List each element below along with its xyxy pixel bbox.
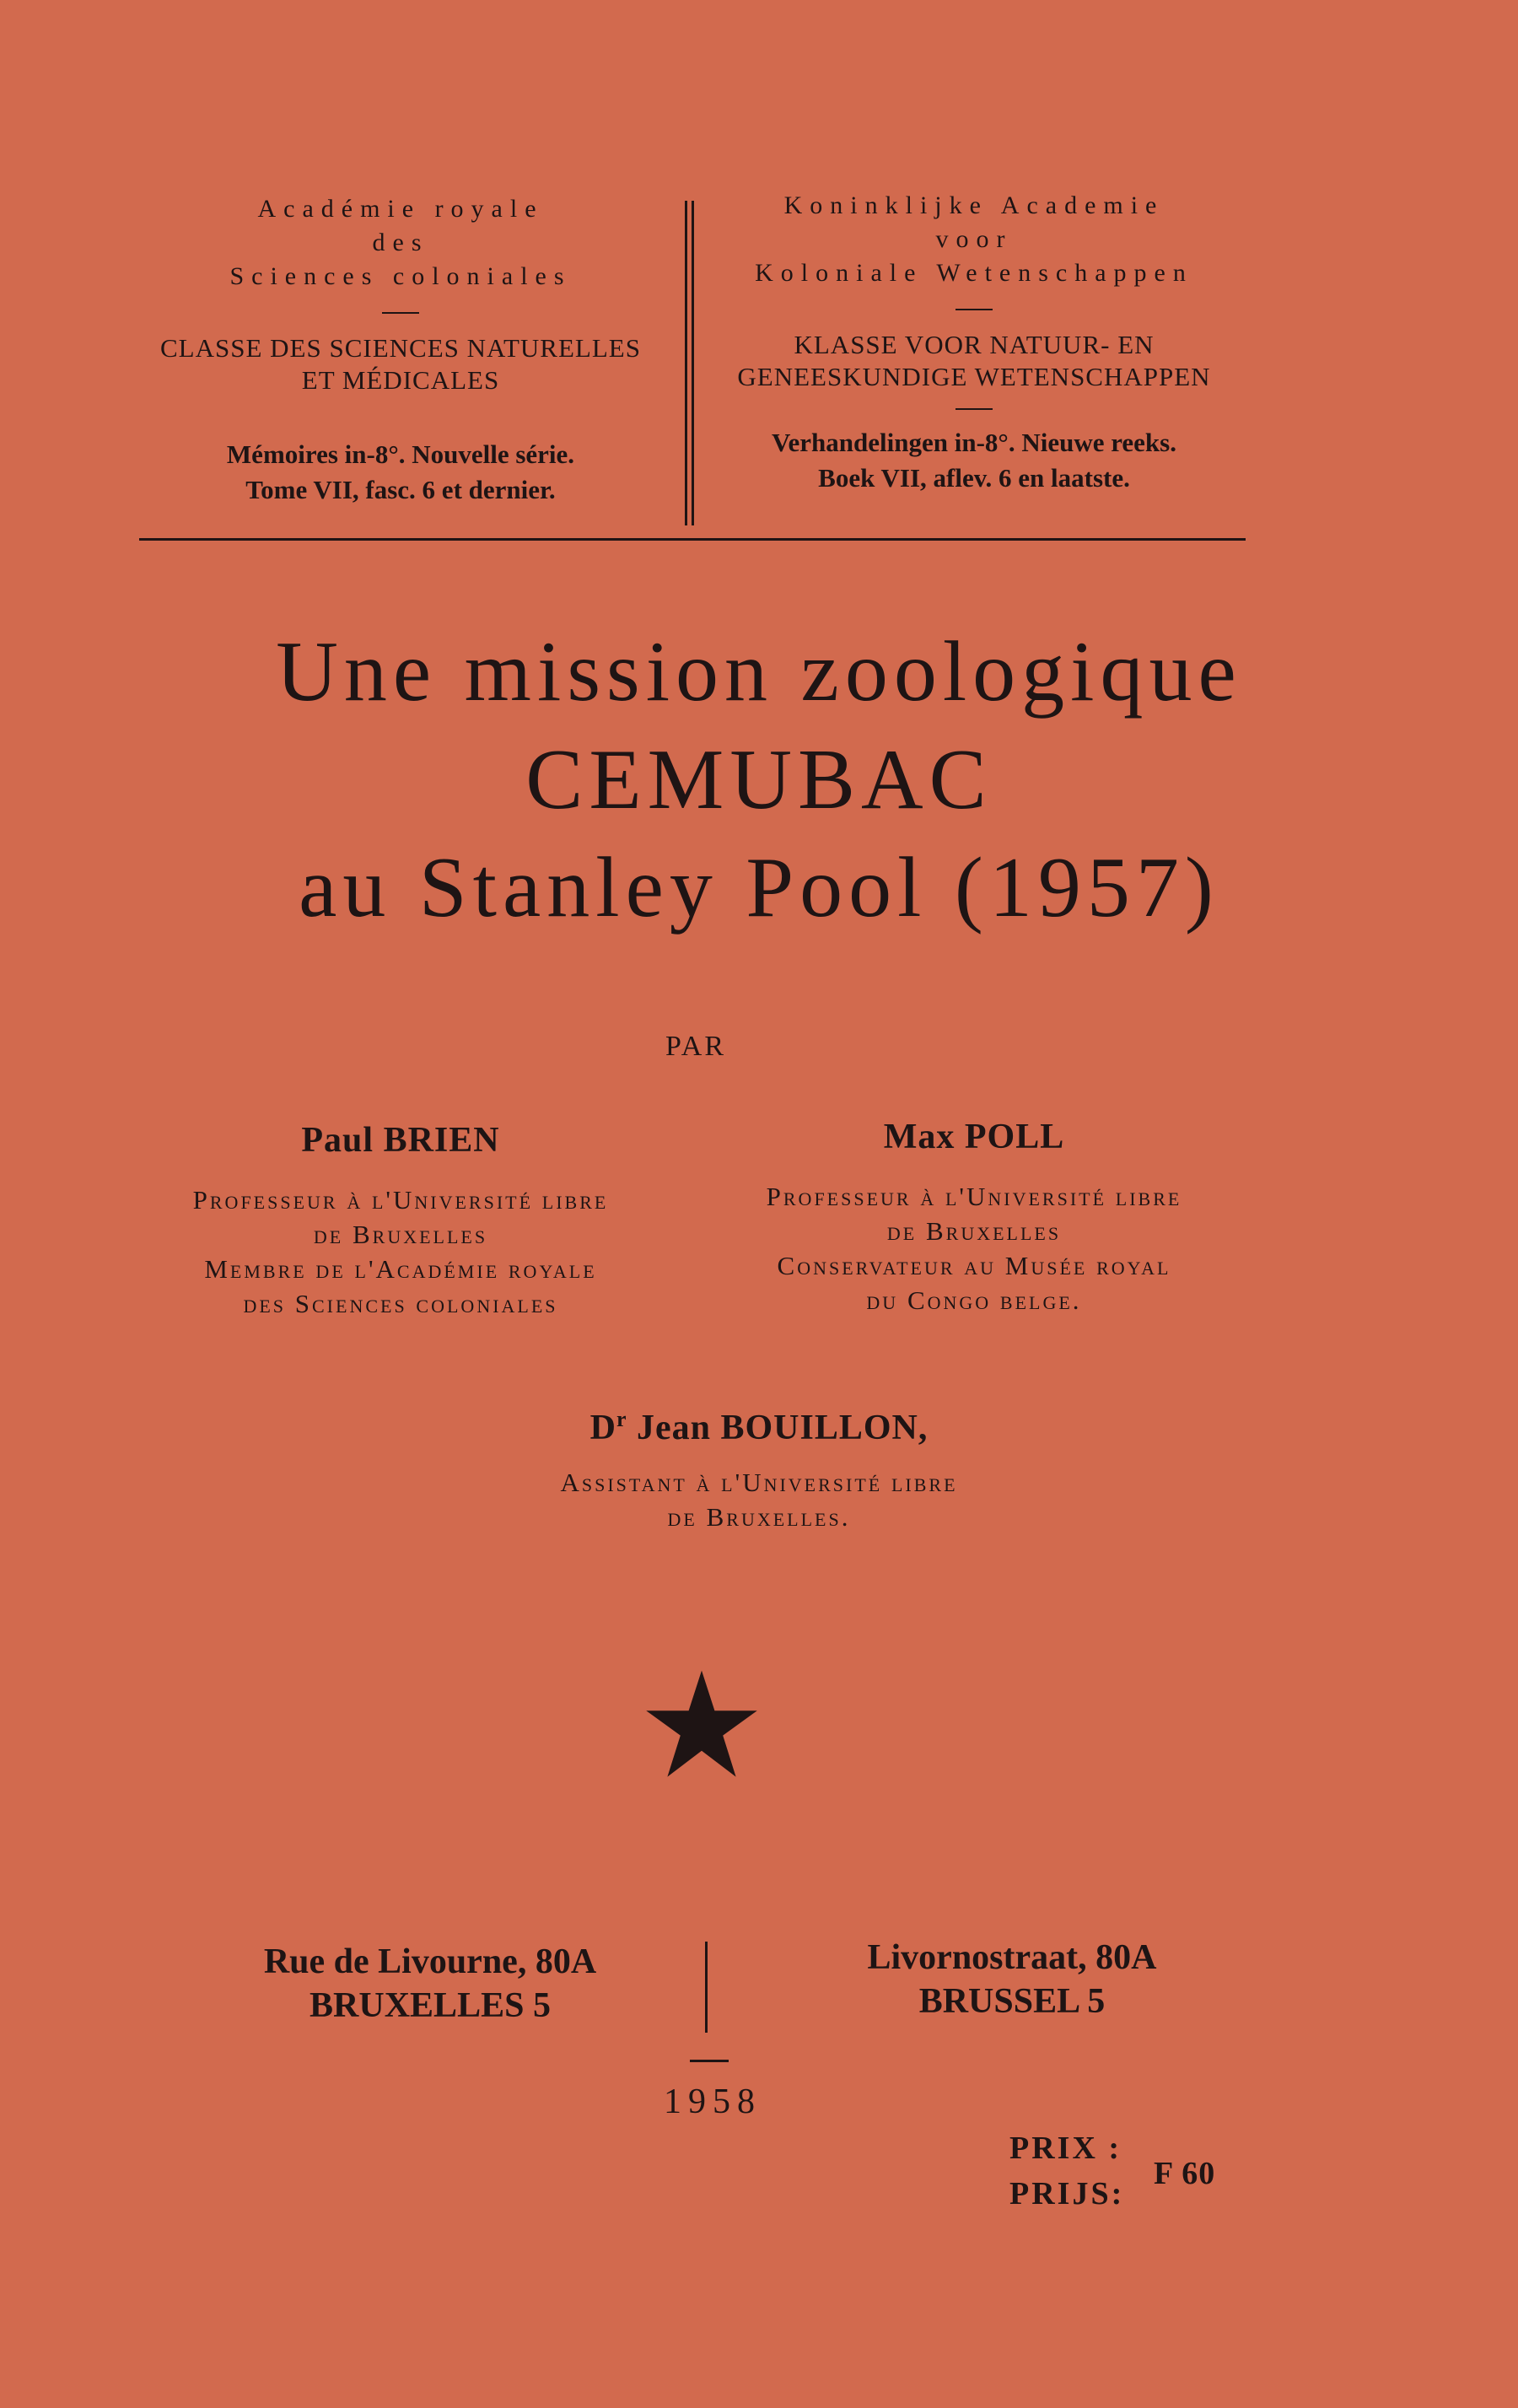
institution-fr: Académie royale des Sciences coloniales [229,195,572,290]
classe-nl: KLASSE VOOR NATUUR- EN GENEESKUNDIGE WETENSCHAPPEN [737,330,1211,391]
series-fr: Mémoires in-8°. Nouvelle série. Tome VII, fasc. 6 et dernier. [226,439,575,504]
header-vertical-rule [685,201,687,525]
address-left: Rue de Livourne, 80A BRUXELLES 5 [263,1942,597,2025]
title-line-3: au Stanley Pool (1957) [299,840,1219,935]
par-label: PAR [665,1031,727,1062]
divider [955,309,993,310]
author-3 [380,1407,1138,1534]
author-3-affiliation: Assistant à l'Université libre de Bruxelles. [560,1468,958,1532]
author-1 [126,1120,675,1321]
divider [955,408,993,410]
divider [382,312,419,314]
header-right [700,189,1248,496]
classe-fr: CLASSE DES SCIENCES NATURELLES ET MÉDICALES [160,333,641,395]
institution-nl: Koninklijke Academie voor Koloniale Wetenschappen [755,191,1193,287]
address-right: Livornostraat, 80A BRUSSEL 5 [867,1938,1157,2021]
year: 1958 [664,2082,762,2121]
title-line-1: Une mission zoologique [276,624,1242,719]
title-line-2: CEMUBAC [525,732,993,827]
author-1-affiliation: Professeur à l'Université libre de Bruxelles Membre de l'Académie royale des Sciences coloniales [192,1185,609,1318]
star-icon [643,1666,761,1784]
author-2-affiliation: Professeur à l'Université libre de Bruxelles Conservateur au Musée royal du Congo belge. [766,1182,1182,1315]
price-value: F 60 [1154,2156,1216,2191]
author-2 [700,1117,1248,1317]
series-nl: Verhandelingen in-8°. Nieuwe reeks. Boek VII, aflev. 6 en laatste. [771,428,1176,493]
address-vertical-rule [705,1942,708,2033]
header-horizontal-rule [139,538,1246,541]
author-1-name: Paul BRIEN [301,1121,500,1160]
header-left [126,192,675,508]
author-2-name: Max POLL [883,1118,1065,1156]
author-3-name: $D^r$ Jean BOUILLON, [589,1407,929,1447]
year-dash [690,2060,729,2062]
header-vertical-rule-2 [692,201,694,525]
title-block [84,624,1434,935]
price-labels: PRIX : PRIJS: [1009,2131,1125,2211]
